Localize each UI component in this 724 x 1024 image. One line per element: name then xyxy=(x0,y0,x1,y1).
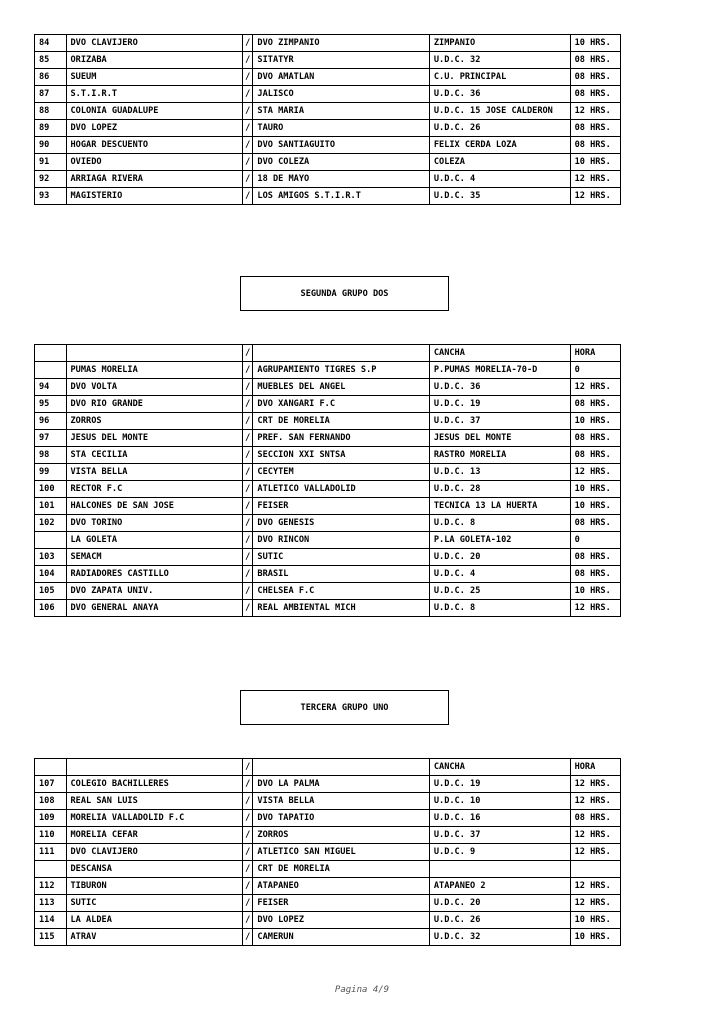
home-team-cell: COLONIA GUADALUPE xyxy=(66,103,242,120)
group-title-tercera-grupo-uno: TERCERA GRUPO UNO xyxy=(240,690,449,725)
away-team-cell: DVO ZIMPANIO xyxy=(253,35,429,52)
match-number-cell: 103 xyxy=(35,549,67,566)
time-cell: 08 HRS. xyxy=(570,566,620,583)
field-cell xyxy=(429,861,570,878)
table-row xyxy=(35,481,621,498)
field-cell: P.LA GOLETA-102 xyxy=(429,532,570,549)
table-row xyxy=(35,583,621,600)
field-cell: U.D.C. 35 xyxy=(429,188,570,205)
separator-cell: / xyxy=(242,929,253,946)
match-number-cell: 109 xyxy=(35,810,67,827)
match-number-cell: 97 xyxy=(35,430,67,447)
separator-cell: / xyxy=(242,844,253,861)
separator-cell: / xyxy=(242,103,253,120)
home-team-cell: HALCONES DE SAN JOSE xyxy=(66,498,242,515)
home-team-cell: SEMACM xyxy=(66,549,242,566)
away-team-cell: DVO COLEZA xyxy=(253,154,429,171)
time-cell: 12 HRS. xyxy=(570,464,620,481)
separator-cell: / xyxy=(242,379,253,396)
time-cell: 0 xyxy=(570,532,620,549)
field-cell: JESUS DEL MONTE xyxy=(429,430,570,447)
match-number-cell: 86 xyxy=(35,69,67,86)
time-cell: 08 HRS. xyxy=(570,430,620,447)
separator-cell: / xyxy=(242,362,253,379)
match-number-cell: 96 xyxy=(35,413,67,430)
field-cell: ATAPANEO 2 xyxy=(429,878,570,895)
separator-cell: / xyxy=(242,600,253,617)
field-cell: U.D.C. 19 xyxy=(429,396,570,413)
away-team-cell: ATLETICO VALLADOLID xyxy=(253,481,429,498)
match-number-cell: 108 xyxy=(35,793,67,810)
match-number-cell: 99 xyxy=(35,464,67,481)
table-row xyxy=(35,171,621,188)
home-team-cell: MAGISTERIO xyxy=(66,188,242,205)
away-team-cell: PREF. SAN FERNANDO xyxy=(253,430,429,447)
away-team-cell: ZORROS xyxy=(253,827,429,844)
time-cell: 10 HRS. xyxy=(570,35,620,52)
away-team-cell: FEISER xyxy=(253,895,429,912)
time-cell: 12 HRS. xyxy=(570,895,620,912)
time-cell: 08 HRS. xyxy=(570,549,620,566)
time-cell: 08 HRS. xyxy=(570,396,620,413)
table-row xyxy=(35,86,621,103)
home-team-cell: DVO LOPEZ xyxy=(66,120,242,137)
separator-cell: / xyxy=(242,481,253,498)
time-cell: 12 HRS. xyxy=(570,878,620,895)
home-team-cell: MORELIA VALLADOLID F.C xyxy=(66,810,242,827)
home-team-cell: COLEGIO BACHILLERES xyxy=(66,776,242,793)
separator-cell: / xyxy=(242,549,253,566)
field-cell: U.D.C. 20 xyxy=(429,895,570,912)
separator-cell: / xyxy=(242,345,253,362)
time-cell: 10 HRS. xyxy=(570,583,620,600)
separator-cell: / xyxy=(242,396,253,413)
field-cell: U.D.C. 4 xyxy=(429,171,570,188)
time-cell: HORA xyxy=(570,759,620,776)
away-team-cell: DVO LA PALMA xyxy=(253,776,429,793)
home-team-cell: LA ALDEA xyxy=(66,912,242,929)
away-team-cell: FEISER xyxy=(253,498,429,515)
table-header-row xyxy=(35,759,621,776)
page-footer: Pagina 4/9 xyxy=(334,985,390,995)
table-row xyxy=(35,413,621,430)
separator-cell: / xyxy=(242,154,253,171)
home-team-cell: RADIADORES CASTILLO xyxy=(66,566,242,583)
field-cell: U.D.C. 36 xyxy=(429,86,570,103)
table-row xyxy=(35,362,621,379)
table-row xyxy=(35,912,621,929)
home-team-cell: DVO CLAVIJERO xyxy=(66,844,242,861)
table-row xyxy=(35,188,621,205)
fixture-table-1 xyxy=(34,34,621,205)
home-team-cell: DVO ZAPATA UNIV. xyxy=(66,583,242,600)
away-team-cell: AGRUPAMIENTO TIGRES S.P xyxy=(253,362,429,379)
table-row xyxy=(35,35,621,52)
home-team-cell: REAL SAN LUIS xyxy=(66,793,242,810)
home-team-cell: MORELIA CEFAR xyxy=(66,827,242,844)
time-cell: 08 HRS. xyxy=(570,515,620,532)
table-row xyxy=(35,566,621,583)
table-row xyxy=(35,861,621,878)
home-team-cell: ZORROS xyxy=(66,413,242,430)
table-row xyxy=(35,827,621,844)
time-cell: 12 HRS. xyxy=(570,776,620,793)
time-cell: 12 HRS. xyxy=(570,793,620,810)
away-team-cell: TAURO xyxy=(253,120,429,137)
table-row xyxy=(35,52,621,69)
away-team-cell: SITATYR xyxy=(253,52,429,69)
home-team-cell: TIBURON xyxy=(66,878,242,895)
field-cell: FELIX CERDA LOZA xyxy=(429,137,570,154)
separator-cell: / xyxy=(242,171,253,188)
match-number-cell: 95 xyxy=(35,396,67,413)
away-team-cell: CRT DE MORELIA xyxy=(253,413,429,430)
time-cell: 0 xyxy=(570,362,620,379)
table-header-row xyxy=(35,345,621,362)
separator-cell: / xyxy=(242,912,253,929)
field-cell: TECNICA 13 LA HUERTA xyxy=(429,498,570,515)
field-cell: COLEZA xyxy=(429,154,570,171)
table-row xyxy=(35,549,621,566)
home-team-cell: DESCANSA xyxy=(66,861,242,878)
away-team-cell: DVO AMATLAN xyxy=(253,69,429,86)
fixture-table-3 xyxy=(34,758,621,946)
table-row xyxy=(35,396,621,413)
match-number-cell: 104 xyxy=(35,566,67,583)
match-number-cell xyxy=(35,362,67,379)
time-cell: 10 HRS. xyxy=(570,154,620,171)
separator-cell: / xyxy=(242,515,253,532)
field-cell: U.D.C. 26 xyxy=(429,120,570,137)
away-team-cell: DVO TAPATIO xyxy=(253,810,429,827)
separator-cell: / xyxy=(242,35,253,52)
separator-cell: / xyxy=(242,137,253,154)
time-cell: 08 HRS. xyxy=(570,137,620,154)
field-cell: U.D.C. 15 JOSE CALDERON xyxy=(429,103,570,120)
table-row xyxy=(35,498,621,515)
time-cell: 10 HRS. xyxy=(570,912,620,929)
away-team-cell: CECYTEM xyxy=(253,464,429,481)
match-number-cell: 106 xyxy=(35,600,67,617)
match-number-cell xyxy=(35,532,67,549)
time-cell: 12 HRS. xyxy=(570,844,620,861)
table-row xyxy=(35,793,621,810)
match-number-cell: 92 xyxy=(35,171,67,188)
away-team-cell: DVO LOPEZ xyxy=(253,912,429,929)
field-cell: U.D.C. 37 xyxy=(429,413,570,430)
field-cell: U.D.C. 36 xyxy=(429,379,570,396)
table-row xyxy=(35,515,621,532)
away-team-cell: REAL AMBIENTAL MICH xyxy=(253,600,429,617)
match-number-cell: 98 xyxy=(35,447,67,464)
away-team-cell: BRASIL xyxy=(253,566,429,583)
table-row xyxy=(35,878,621,895)
separator-cell: / xyxy=(242,188,253,205)
away-team-cell: 18 DE MAYO xyxy=(253,171,429,188)
field-cell: U.D.C. 32 xyxy=(429,52,570,69)
field-cell: ZIMPANIO xyxy=(429,35,570,52)
table-row xyxy=(35,464,621,481)
field-cell: U.D.C. 8 xyxy=(429,515,570,532)
away-team-cell: VISTA BELLA xyxy=(253,793,429,810)
home-team-cell: DVO CLAVIJERO xyxy=(66,35,242,52)
field-cell: U.D.C. 37 xyxy=(429,827,570,844)
away-team-cell: STA MARIA xyxy=(253,103,429,120)
field-cell: U.D.C. 16 xyxy=(429,810,570,827)
table-row xyxy=(35,69,621,86)
match-number-cell: 84 xyxy=(35,35,67,52)
separator-cell: / xyxy=(242,464,253,481)
separator-cell: / xyxy=(242,86,253,103)
away-team-cell: DVO SANTIAGUITO xyxy=(253,137,429,154)
table-row xyxy=(35,103,621,120)
match-number-cell xyxy=(35,759,67,776)
home-team-cell: LA GOLETA xyxy=(66,532,242,549)
table-row xyxy=(35,895,621,912)
time-cell: 08 HRS. xyxy=(570,120,620,137)
away-team-cell: DVO XANGARI F.C xyxy=(253,396,429,413)
group-title-segunda-grupo-dos: SEGUNDA GRUPO DOS xyxy=(240,276,449,311)
away-team-cell: LOS AMIGOS S.T.I.R.T xyxy=(253,188,429,205)
field-cell: U.D.C. 4 xyxy=(429,566,570,583)
separator-cell: / xyxy=(242,583,253,600)
match-number-cell: 88 xyxy=(35,103,67,120)
field-cell: U.D.C. 13 xyxy=(429,464,570,481)
match-number-cell: 107 xyxy=(35,776,67,793)
time-cell: 12 HRS. xyxy=(570,827,620,844)
separator-cell: / xyxy=(242,566,253,583)
match-number-cell: 102 xyxy=(35,515,67,532)
time-cell: 12 HRS. xyxy=(570,600,620,617)
home-team-cell: VISTA BELLA xyxy=(66,464,242,481)
separator-cell: / xyxy=(242,827,253,844)
separator-cell: / xyxy=(242,759,253,776)
match-number-cell: 93 xyxy=(35,188,67,205)
table-row xyxy=(35,844,621,861)
separator-cell: / xyxy=(242,776,253,793)
field-cell: U.D.C. 8 xyxy=(429,600,570,617)
away-team-cell xyxy=(253,345,429,362)
separator-cell: / xyxy=(242,69,253,86)
match-number-cell: 113 xyxy=(35,895,67,912)
away-team-cell: SUTIC xyxy=(253,549,429,566)
home-team-cell: OVIEDO xyxy=(66,154,242,171)
match-number-cell: 114 xyxy=(35,912,67,929)
away-team-cell: CHELSEA F.C xyxy=(253,583,429,600)
separator-cell: / xyxy=(242,120,253,137)
home-team-cell: SUTIC xyxy=(66,895,242,912)
away-team-cell: DVO RINCON xyxy=(253,532,429,549)
match-number-cell: 87 xyxy=(35,86,67,103)
time-cell: 12 HRS. xyxy=(570,188,620,205)
field-cell: U.D.C. 25 xyxy=(429,583,570,600)
home-team-cell: DVO GENERAL ANAYA xyxy=(66,600,242,617)
time-cell: 10 HRS. xyxy=(570,498,620,515)
away-team-cell: MUEBLES DEL ANGEL xyxy=(253,379,429,396)
separator-cell: / xyxy=(242,861,253,878)
time-cell: 08 HRS. xyxy=(570,447,620,464)
time-cell: 08 HRS. xyxy=(570,69,620,86)
separator-cell: / xyxy=(242,413,253,430)
time-cell: 12 HRS. xyxy=(570,103,620,120)
away-team-cell: JALISCO xyxy=(253,86,429,103)
table-row xyxy=(35,430,621,447)
away-team-cell: CRT DE MORELIA xyxy=(253,861,429,878)
time-cell: 10 HRS. xyxy=(570,929,620,946)
field-cell: U.D.C. 28 xyxy=(429,481,570,498)
field-cell: U.D.C. 10 xyxy=(429,793,570,810)
time-cell xyxy=(570,861,620,878)
away-team-cell: CAMERUN xyxy=(253,929,429,946)
time-cell: 08 HRS. xyxy=(570,86,620,103)
match-number-cell: 85 xyxy=(35,52,67,69)
away-team-cell: SECCION XXI SNTSA xyxy=(253,447,429,464)
field-cell: P.PUMAS MORELIA-70-D xyxy=(429,362,570,379)
home-team-cell: ATRAV xyxy=(66,929,242,946)
away-team-cell: ATAPANEO xyxy=(253,878,429,895)
match-number-cell: 94 xyxy=(35,379,67,396)
table-row xyxy=(35,154,621,171)
table-row xyxy=(35,137,621,154)
match-number-cell xyxy=(35,345,67,362)
separator-cell: / xyxy=(242,430,253,447)
table-row xyxy=(35,532,621,549)
separator-cell: / xyxy=(242,810,253,827)
field-cell: U.D.C. 19 xyxy=(429,776,570,793)
home-team-cell: S.T.I.R.T xyxy=(66,86,242,103)
field-cell: U.D.C. 20 xyxy=(429,549,570,566)
table-row xyxy=(35,379,621,396)
time-cell: HORA xyxy=(570,345,620,362)
away-team-cell: DVO GENESIS xyxy=(253,515,429,532)
table-row xyxy=(35,929,621,946)
match-number-cell xyxy=(35,861,67,878)
table-row xyxy=(35,447,621,464)
time-cell: 12 HRS. xyxy=(570,379,620,396)
table-row xyxy=(35,776,621,793)
table-row xyxy=(35,810,621,827)
time-cell: 08 HRS. xyxy=(570,810,620,827)
home-team-cell: PUMAS MORELIA xyxy=(66,362,242,379)
home-team-cell: SUEUM xyxy=(66,69,242,86)
match-number-cell: 91 xyxy=(35,154,67,171)
separator-cell: / xyxy=(242,447,253,464)
match-number-cell: 100 xyxy=(35,481,67,498)
match-number-cell: 111 xyxy=(35,844,67,861)
time-cell: 10 HRS. xyxy=(570,413,620,430)
field-cell: CANCHA xyxy=(429,759,570,776)
away-team-cell: ATLETICO SAN MIGUEL xyxy=(253,844,429,861)
separator-cell: / xyxy=(242,878,253,895)
separator-cell: / xyxy=(242,793,253,810)
time-cell: 12 HRS. xyxy=(570,171,620,188)
match-number-cell: 90 xyxy=(35,137,67,154)
separator-cell: / xyxy=(242,498,253,515)
field-cell: C.U. PRINCIPAL xyxy=(429,69,570,86)
match-number-cell: 115 xyxy=(35,929,67,946)
match-number-cell: 105 xyxy=(35,583,67,600)
home-team-cell: HOGAR DESCUENTO xyxy=(66,137,242,154)
home-team-cell: DVO TORINO xyxy=(66,515,242,532)
home-team-cell: DVO VOLTA xyxy=(66,379,242,396)
separator-cell: / xyxy=(242,532,253,549)
separator-cell: / xyxy=(242,52,253,69)
time-cell: 10 HRS. xyxy=(570,481,620,498)
field-cell: CANCHA xyxy=(429,345,570,362)
field-cell: RASTRO MORELIA xyxy=(429,447,570,464)
table-row xyxy=(35,120,621,137)
field-cell: U.D.C. 32 xyxy=(429,929,570,946)
match-number-cell: 101 xyxy=(35,498,67,515)
home-team-cell: STA CECILIA xyxy=(66,447,242,464)
home-team-cell: ARRIAGA RIVERA xyxy=(66,171,242,188)
away-team-cell xyxy=(253,759,429,776)
separator-cell: / xyxy=(242,895,253,912)
match-number-cell: 112 xyxy=(35,878,67,895)
field-cell: U.D.C. 9 xyxy=(429,844,570,861)
home-team-cell: JESUS DEL MONTE xyxy=(66,430,242,447)
time-cell: 08 HRS. xyxy=(570,52,620,69)
home-team-cell xyxy=(66,345,242,362)
match-number-cell: 110 xyxy=(35,827,67,844)
home-team-cell: DVO RIO GRANDE xyxy=(66,396,242,413)
home-team-cell: RECTOR F.C xyxy=(66,481,242,498)
fixture-table-2 xyxy=(34,344,621,617)
field-cell: U.D.C. 26 xyxy=(429,912,570,929)
match-number-cell: 89 xyxy=(35,120,67,137)
home-team-cell: ORIZABA xyxy=(66,52,242,69)
table-row xyxy=(35,600,621,617)
home-team-cell xyxy=(66,759,242,776)
